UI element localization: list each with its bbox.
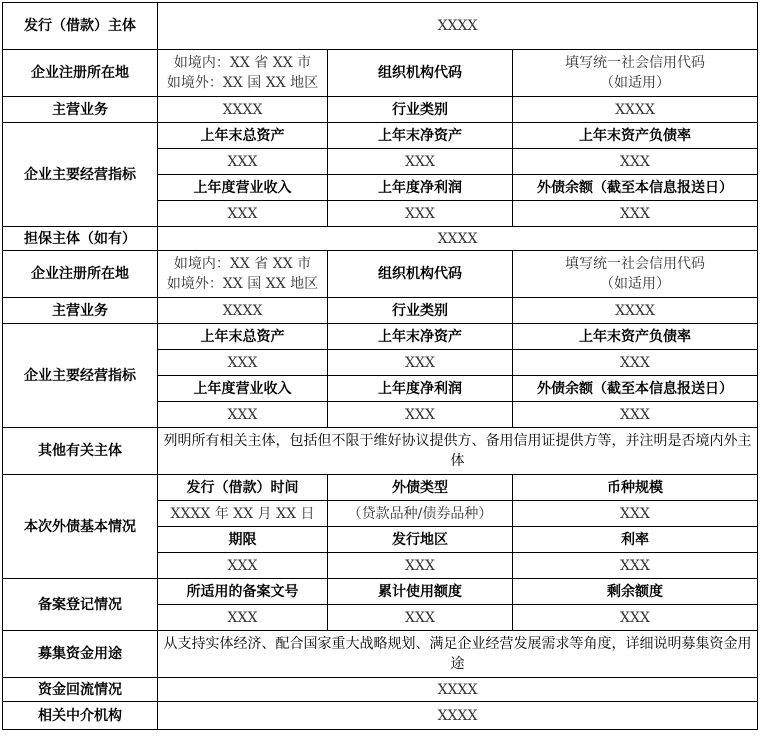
- guarantor-net-profit-value: XXX: [328, 402, 513, 428]
- debt-issue-time-value: XXXX 年 XX 月 XX 日: [158, 501, 328, 527]
- issuer-value: XXXX: [158, 3, 758, 50]
- issuer-foreign-debt-header: 外债余额（截至本信息报送日）: [513, 175, 758, 201]
- filing-doc-no-header: 所适用的备案文号: [158, 579, 328, 605]
- debt-issue-time-header: 发行（借款）时间: [158, 475, 328, 501]
- guarantor-net-profit-header: 上年度净利润: [328, 376, 513, 402]
- issuer-indicators-label: 企业主要经营指标: [3, 123, 158, 227]
- other-parties-value: 列明所有相关主体，包括但不限于维好协议提供方、备用信用证提供方等，并注明是否境内外主体: [158, 428, 758, 475]
- issuer-org-code-label: 组织机构代码: [328, 50, 513, 97]
- debt-type-value: （贷款品种/债券品种）: [328, 501, 513, 527]
- debt-currency-scale-header: 币种规模: [513, 475, 758, 501]
- guarantor-foreign-debt-header: 外债余额（截至本信息报送日）: [513, 376, 758, 402]
- guarantor-label: 担保主体（如有）: [3, 227, 158, 251]
- guarantor-revenue-value: XXX: [158, 402, 328, 428]
- guarantor-org-code-label: 组织机构代码: [328, 251, 513, 298]
- filing-doc-no-value: XXX: [158, 605, 328, 631]
- guarantor-foreign-debt-value: XXX: [513, 402, 758, 428]
- guarantor-reg-location-line1: 如境内：XX 省 XX 市: [173, 256, 312, 272]
- issuer-org-code-line1: 填写统一社会信用代码: [565, 55, 705, 71]
- issuer-total-assets-header: 上年末总资产: [158, 123, 328, 149]
- fund-use-value: 从支持实体经济、配合国家重大战略规划、满足企业经营发展需求等角度，详细说明募集资金用途: [158, 631, 758, 678]
- issuer-revenue-header: 上年度营业收入: [158, 175, 328, 201]
- intermediaries-value: XXXX: [158, 702, 758, 730]
- debt-info-label: 本次外债基本情况: [3, 475, 158, 579]
- issuer-revenue-value: XXX: [158, 201, 328, 227]
- debt-interest-rate-header: 利率: [513, 527, 758, 553]
- guarantor-revenue-header: 上年度营业收入: [158, 376, 328, 402]
- other-parties-label: 其他有关主体: [3, 428, 158, 475]
- issuer-reg-location-value: [158, 50, 328, 97]
- guarantor-debt-ratio-header: 上年末资产负债率: [513, 324, 758, 350]
- debt-interest-rate-value: XXX: [513, 553, 758, 579]
- issuer-debt-ratio-header: 上年末资产负债率: [513, 123, 758, 149]
- fund-return-label: 资金回流情况: [3, 678, 158, 702]
- issuer-main-business-value: XXXX: [158, 97, 328, 123]
- guarantor-main-business-label: 主营业务: [3, 298, 158, 324]
- issuer-reg-location-line1: 如境内：XX 省 XX 市: [173, 55, 312, 71]
- issuer-main-business-label: 主营业务: [3, 97, 158, 123]
- issuer-total-assets-value: XXX: [158, 149, 328, 175]
- guarantor-total-assets-value: XXX: [158, 350, 328, 376]
- intermediaries-label: 相关中介机构: [3, 702, 158, 730]
- issuer-label: 发行（借款）主体: [3, 3, 158, 50]
- filing-used-amount-value: XXX: [328, 605, 513, 631]
- debt-type-header: 外债类型: [328, 475, 513, 501]
- debt-currency-scale-value: XXX: [513, 501, 758, 527]
- guarantor-org-code-line2: （如适用）: [600, 276, 670, 292]
- issuer-org-code-line2: （如适用）: [600, 75, 670, 91]
- guarantor-debt-ratio-value: XXX: [513, 350, 758, 376]
- filing-remaining-value: XXX: [513, 605, 758, 631]
- guarantor-value: XXXX: [158, 227, 758, 251]
- debt-issue-region-value: XXX: [328, 553, 513, 579]
- issuer-net-profit-header: 上年度净利润: [328, 175, 513, 201]
- foreign-debt-info-form: [2, 2, 758, 730]
- debt-term-header: 期限: [158, 527, 328, 553]
- guarantor-indicators-label: 企业主要经营指标: [3, 324, 158, 428]
- issuer-industry-value: XXXX: [513, 97, 758, 123]
- issuer-reg-location-line2: 如境外：XX 国 XX 地区: [166, 75, 319, 91]
- debt-term-value: XXX: [158, 553, 328, 579]
- issuer-org-code-value: [513, 50, 758, 97]
- guarantor-main-business-value: XXXX: [158, 298, 328, 324]
- fund-use-label: 募集资金用途: [3, 631, 158, 678]
- filing-label: 备案登记情况: [3, 579, 158, 631]
- debt-issue-region-header: 发行地区: [328, 527, 513, 553]
- filing-remaining-header: 剩余额度: [513, 579, 758, 605]
- issuer-industry-label: 行业类别: [328, 97, 513, 123]
- issuer-debt-ratio-value: XXX: [513, 149, 758, 175]
- guarantor-industry-value: XXXX: [513, 298, 758, 324]
- issuer-reg-location-label: 企业注册所在地: [3, 50, 158, 97]
- issuer-net-assets-header: 上年末净资产: [328, 123, 513, 149]
- guarantor-net-assets-value: XXX: [328, 350, 513, 376]
- issuer-net-assets-value: XXX: [328, 149, 513, 175]
- guarantor-net-assets-header: 上年末净资产: [328, 324, 513, 350]
- guarantor-industry-label: 行业类别: [328, 298, 513, 324]
- guarantor-reg-location-value: [158, 251, 328, 298]
- guarantor-org-code-line1: 填写统一社会信用代码: [565, 256, 705, 272]
- issuer-foreign-debt-value: XXX: [513, 201, 758, 227]
- guarantor-total-assets-header: 上年末总资产: [158, 324, 328, 350]
- filing-used-amount-header: 累计使用额度: [328, 579, 513, 605]
- guarantor-reg-location-label: 企业注册所在地: [3, 251, 158, 298]
- issuer-net-profit-value: XXX: [328, 201, 513, 227]
- guarantor-reg-location-line2: 如境外：XX 国 XX 地区: [166, 276, 319, 292]
- guarantor-org-code-value: [513, 251, 758, 298]
- fund-return-value: XXXX: [158, 678, 758, 702]
